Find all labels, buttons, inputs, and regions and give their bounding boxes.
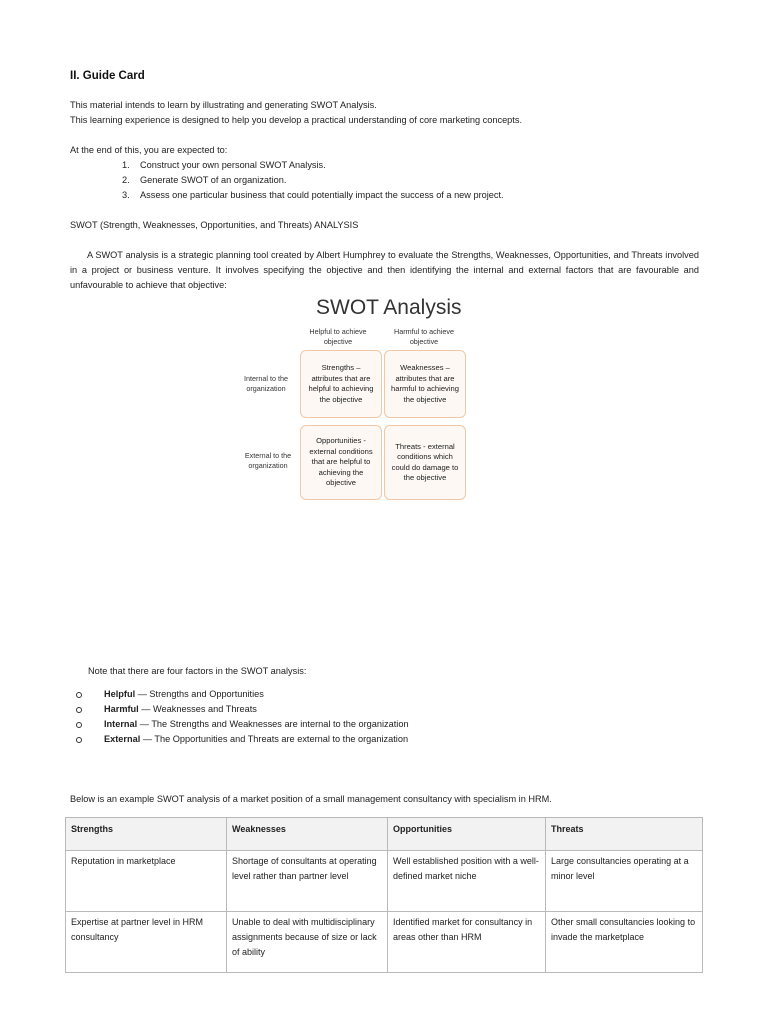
factor-item xyxy=(74,702,409,717)
swot-figure xyxy=(232,294,492,504)
table-row xyxy=(66,912,703,973)
swot-example-table xyxy=(65,817,703,973)
table-cell: Large consultancies operating at a minor level xyxy=(546,851,703,912)
table-cell: Well established position with a well-defined market niche xyxy=(388,851,546,912)
factor-term: Harmful xyxy=(104,704,139,714)
objective-text: Construct your own personal SWOT Analysis. xyxy=(140,160,326,170)
strengths-cell: Strengths – attributes that are helpful to achieving the objective xyxy=(300,350,382,418)
table-cell: Identified market for consultancy in areas other than HRM xyxy=(388,912,546,973)
weaknesses-cell: Weaknesses – attributes that are harmful to achieving the objective xyxy=(384,350,466,418)
objective-item xyxy=(122,158,504,173)
table-header-opportunities: Opportunities xyxy=(388,818,546,851)
table-header-strengths: Strengths xyxy=(66,818,227,851)
objective-text: Generate SWOT of an organization. xyxy=(140,175,287,185)
opportunities-cell: Opportunities - external conditions that are helpful to achieving the objective xyxy=(300,425,382,500)
factor-term: Helpful xyxy=(104,689,136,699)
intro-line: This learning experience is designed to help you develop a practical understanding of core marketing concepts. xyxy=(70,115,522,125)
objective-text: Assess one particular business that could potentially impact the success of a new project. xyxy=(140,190,504,200)
figure-title: SWOT Analysis xyxy=(316,296,462,319)
table-cell: Unable to deal with multidisciplinary assignments because of size or lack of ability xyxy=(227,912,388,973)
factor-desc: — The Opportunities and Threats are external to the organization xyxy=(140,734,409,744)
table-cell: Other small consultancies looking to invade the marketplace xyxy=(546,912,703,973)
objective-item xyxy=(122,173,504,188)
factors-list xyxy=(74,687,409,747)
table-row xyxy=(66,851,703,912)
expected-intro: At the end of this, you are expected to: xyxy=(70,145,228,155)
objective-number: 3. xyxy=(122,190,130,200)
factor-desc: — Weaknesses and Threats xyxy=(138,704,257,714)
threats-cell: Threats - external conditions which could do damage to the objective xyxy=(384,425,466,500)
table-header-row xyxy=(66,818,703,851)
factor-desc: — The Strengths and Weaknesses are internal to the organization xyxy=(137,719,409,729)
factor-item xyxy=(74,687,409,702)
table-header-threats: Threats xyxy=(546,818,703,851)
row-label-internal: Internal to the organization xyxy=(244,374,288,393)
factor-term: External xyxy=(104,734,141,744)
table-cell: Reputation in marketplace xyxy=(66,851,227,912)
table-header-weaknesses: Weaknesses xyxy=(227,818,388,851)
table-cell: Expertise at partner level in HRM consultancy xyxy=(66,912,227,973)
factors-intro: Note that there are four factors in the SWOT analysis: xyxy=(88,666,307,676)
swot-definition: A SWOT analysis is a strategic planning tool created by Albert Humphrey to evaluate the Strengths, Weaknesses, Opportunities, and Threats involved in a project or business venture. It involves specifying the objective and then identifying the internal and external factors that are favourable and unfavourable to achieve that objective: xyxy=(70,250,699,290)
example-intro: Below is an example SWOT analysis of a market position of a small management consultancy with specialism in HRM. xyxy=(70,794,552,804)
factor-item xyxy=(74,717,409,732)
section-title: SWOT (Strength, Weaknesses, Opportunities, and Threats) ANALYSIS xyxy=(70,220,359,230)
objective-number: 1. xyxy=(122,160,130,170)
column-header-helpful: Helpful to achieve objective xyxy=(309,327,367,346)
table-cell: Shortage of consultants at operating level rather than partner level xyxy=(227,851,388,912)
factor-item xyxy=(74,732,409,747)
factor-desc: — Strengths and Opportunities xyxy=(135,689,264,699)
factor-term: Internal xyxy=(104,719,138,729)
column-header-harmful: Harmful to achieve objective xyxy=(394,327,454,346)
objectives-list xyxy=(122,158,504,203)
intro-line: This material intends to learn by illustrating and generating SWOT Analysis. xyxy=(70,100,377,110)
page-heading: II. Guide Card xyxy=(70,70,145,82)
objective-number: 2. xyxy=(122,175,130,185)
row-label-external: External to the organization xyxy=(244,451,292,470)
intro-block xyxy=(70,98,710,128)
objective-item xyxy=(122,188,504,203)
